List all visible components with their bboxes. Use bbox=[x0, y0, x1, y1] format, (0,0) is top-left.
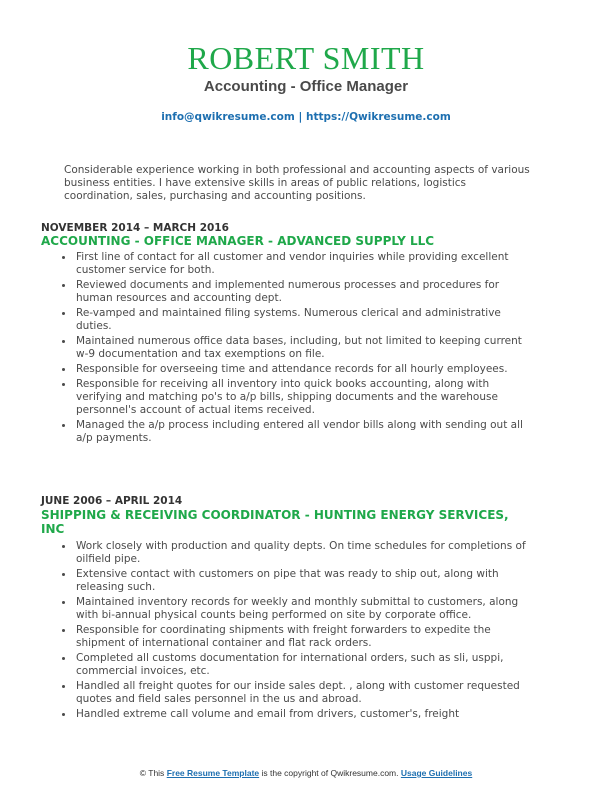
candidate-name: ROBERT SMITH bbox=[187, 40, 425, 76]
free-resume-template-link[interactable]: Free Resume Template bbox=[166, 768, 260, 778]
footer-prefix: © This bbox=[139, 768, 165, 778]
usage-guidelines-link[interactable]: Usage Guidelines bbox=[400, 768, 473, 778]
list-item: Completed all customs documentation for international orders, such as sli, usppi, commercial invoices, etc. bbox=[60, 652, 526, 678]
list-item: Re-vamped and maintained filing systems. Numerous clerical and administrative duties. bbox=[60, 307, 526, 333]
page-footer bbox=[0, 768, 612, 778]
list-item: Reviewed documents and implemented numerous processes and procedures for human resources and accounting dept. bbox=[60, 279, 526, 305]
list-item: Managed the a/p process including entered all vendor bills along with sending out all a/p payments. bbox=[60, 419, 526, 445]
email-link[interactable]: info@qwikresume.com bbox=[161, 111, 295, 123]
list-item: First line of contact for all customer and vendor inquiries while providing excellent customer service for both. bbox=[60, 251, 526, 277]
list-item: Maintained inventory records for weekly and monthly submittal to customers, along with bi-annual physical counts being performed on site by corporate office. bbox=[60, 596, 526, 622]
job-bullet-list bbox=[60, 540, 526, 723]
job-position: SHIPPING & RECEIVING COORDINATOR - HUNTING ENERGY SERVICES, INC bbox=[41, 508, 509, 536]
list-item: Handled all freight quotes for our inside sales dept. , along with customer requested quotes and field sales personnel in the us and abroad. bbox=[60, 680, 526, 706]
list-item: Responsible for receiving all inventory into quick books accounting, along with verifying and matching po's to a/p bills, shipping documents and the warehouse personnel's account of actual items received. bbox=[60, 378, 526, 417]
job-bullet-list bbox=[60, 251, 526, 447]
contact-line bbox=[0, 111, 612, 123]
list-item: Responsible for overseeing time and attendance records for all hourly employees. bbox=[60, 363, 526, 376]
list-item: Responsible for coordinating shipments with freight forwarders to expedite the shipment of international container and flat rack orders. bbox=[60, 624, 526, 650]
list-item: Work closely with production and quality depts. On time schedules for completions of oilfield pipe. bbox=[60, 540, 526, 566]
candidate-title: Accounting - Office Manager bbox=[203, 78, 409, 95]
contact-separator: | bbox=[298, 111, 303, 123]
job-dates: JUNE 2006 – APRIL 2014 bbox=[41, 495, 183, 507]
website-link[interactable]: https://Qwikresume.com bbox=[305, 111, 451, 123]
summary-paragraph: Considerable experience working in both professional and accounting aspects of various business entities. I have extensive skills in areas of public relations, logistics coordination, sales, purchasing and accounting positions. bbox=[64, 164, 530, 202]
job-dates: NOVEMBER 2014 – MARCH 2016 bbox=[41, 222, 229, 234]
list-item: Maintained numerous office data bases, including, but not limited to keeping current w-9 documentation and tax exemptions on file. bbox=[60, 335, 526, 361]
footer-copyright-text: is the copyright of Qwikresume.com. bbox=[261, 768, 399, 778]
list-item: Handled extreme call volume and email from drivers, customer's, freight bbox=[60, 708, 526, 721]
list-item: Extensive contact with customers on pipe that was ready to ship out, along with releasing such. bbox=[60, 568, 526, 594]
job-position: ACCOUNTING - OFFICE MANAGER - ADVANCED SUPPLY LLC bbox=[41, 234, 435, 248]
